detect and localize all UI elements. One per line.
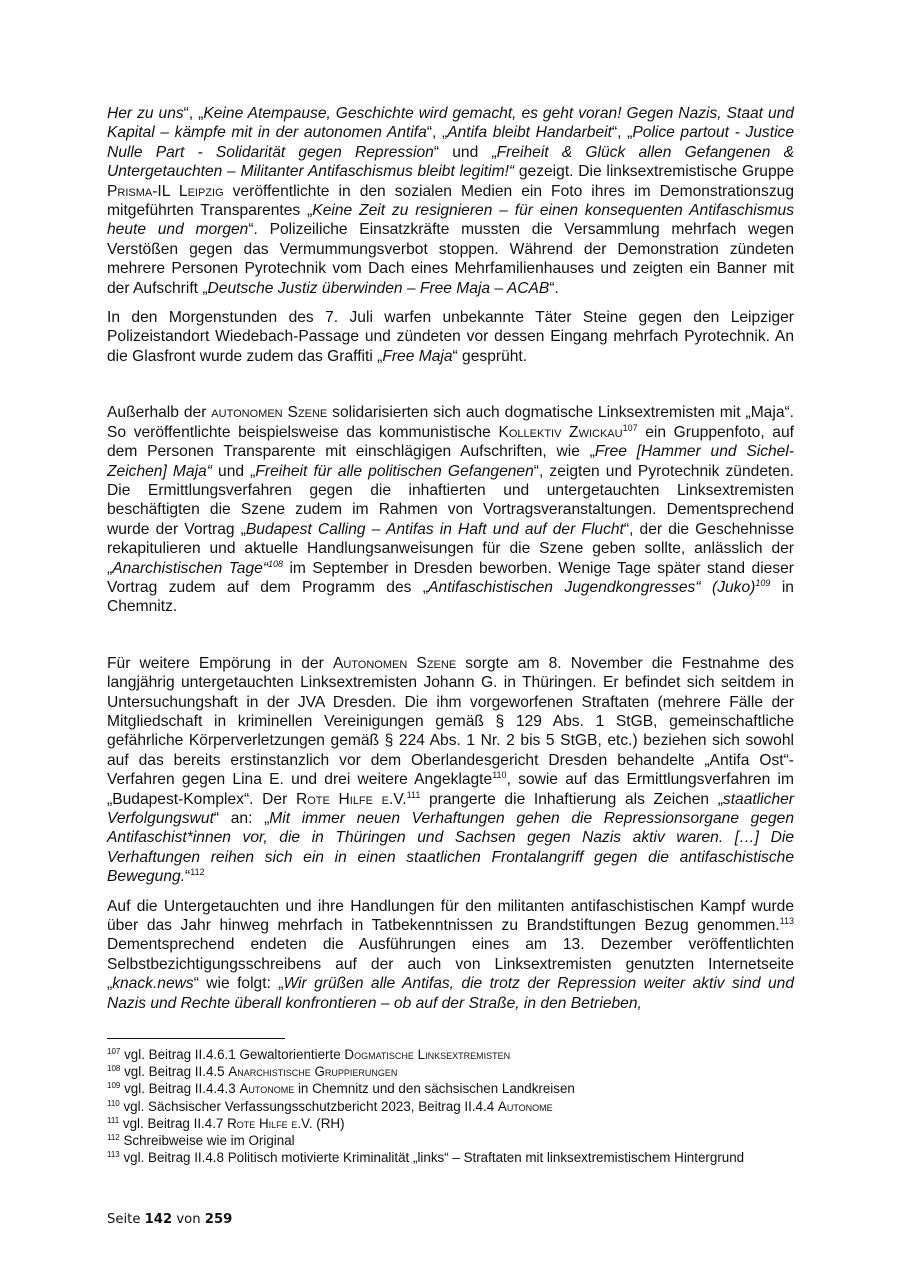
text-run: (RH) bbox=[312, 1115, 345, 1131]
footnote-ref: 108 bbox=[107, 1064, 121, 1074]
text-run: “ wie folgt: „ bbox=[193, 975, 284, 993]
text-run: Für weitere Empörung in der bbox=[107, 654, 333, 672]
text-run: und „ bbox=[211, 462, 256, 480]
footnote-113 bbox=[107, 1149, 794, 1166]
text-run: prangerte die Inhaftierung als Zeichen „ bbox=[420, 790, 723, 808]
italic-run: Freiheit & Glück allen Gefangenen & Untergetauchten – Militanter Antifaschismus bleibt legitim!“ bbox=[107, 143, 794, 181]
italic-run: Her zu uns bbox=[107, 105, 184, 122]
text-run: “. bbox=[549, 279, 559, 297]
text-run: gezeigt. Die linksextremistische Gruppe bbox=[514, 163, 794, 181]
text-run: veröffentlichte in den sozialen Medien ein Foto ihres im Demonstrationszug mitgeführten Transparentes „ bbox=[107, 182, 794, 220]
footnote-ref: 108 bbox=[268, 558, 284, 569]
italic-run: Freiheit für alle politischen Gefangenen bbox=[255, 462, 534, 480]
text-run: In den Morgenstunden des 7. Juli warfen unbekannte Täter Steine gegen den Leipziger Polizeistandort Wiedebach-Passage und zündeten vor dessen Eingang mehrfach Pyrotechnik. An die Glasfront wurde zudem das Graffiti „ bbox=[107, 309, 794, 365]
small-caps-run: Autonomen Szene bbox=[332, 654, 457, 672]
paragraph-dogmatic-solidarity bbox=[107, 403, 794, 616]
paragraph-demonstration bbox=[107, 104, 794, 298]
footnote-107 bbox=[107, 1046, 794, 1063]
footnote-ref: 113 bbox=[779, 916, 794, 927]
small-caps-run: Autonome bbox=[497, 1098, 553, 1114]
small-caps-run: Rote Hilfe e.V. bbox=[295, 790, 407, 808]
footnote-ref: 111 bbox=[107, 1115, 120, 1125]
text-run: “ gesprüht. bbox=[452, 347, 528, 365]
small-caps-run: Anarchistische Gruppierungen bbox=[228, 1064, 398, 1080]
small-caps-run: Rote Hilfe e.V. bbox=[227, 1115, 313, 1131]
text-run: Außerhalb der bbox=[107, 404, 212, 422]
small-caps-run: Autonome bbox=[239, 1081, 295, 1097]
paragraph-police-station bbox=[107, 308, 794, 366]
text-run: vgl. Beitrag II.4.7 bbox=[119, 1115, 228, 1131]
text-run: “. Polizeiliche Einsatzkräfte mussten die Versammlung mehrfach wegen Verstößen gegen das Vermummungsverbot stoppen. Während der Demonstration zündeten mehrere Personen Pyrotechnik vom Dach eines Mehrfamilienhauses und zeigten ein Banner mit der Aufschrift „ bbox=[107, 221, 795, 297]
footnote-108 bbox=[107, 1063, 794, 1080]
footnote-ref: 110 bbox=[107, 1098, 120, 1108]
footnote-ref: 110 bbox=[492, 770, 507, 781]
small-caps-run: Kollektiv Zwickau bbox=[498, 423, 623, 441]
italic-run: Budapest Calling – Antifas in Haft und auf der Flucht bbox=[245, 520, 624, 538]
footnote-ref: 109 bbox=[755, 577, 771, 588]
footnote-109 bbox=[107, 1080, 794, 1097]
text-run: in Chemnitz. bbox=[107, 578, 794, 616]
text-run: “, „ bbox=[426, 124, 448, 142]
text-run: solidarisierten sich auch dogmatische Linksextremisten mit „Maja“. So veröffentlichte beispielsweise das kommunistische bbox=[107, 404, 795, 441]
italic-run: Keine Atempause, Geschichte wird gemacht, es geht voran! Gegen Nazis, Staat und Kapital – kämpfe mit in der autonomen Antifa bbox=[107, 105, 794, 142]
italic-run: Police partout - Justice Nulle Part - Solidarität gegen Repression bbox=[107, 124, 794, 161]
italic-run: Antifa bleibt Handarbeit bbox=[447, 124, 612, 142]
italic-run: staatlicher Verfolgungswut bbox=[107, 790, 794, 827]
footnote-ref: 112 bbox=[190, 867, 205, 878]
text-run: ein Gruppenfoto, auf dem Personen Transparente mit einschlägigen Aufschriften, wie „ bbox=[107, 423, 794, 461]
page-number-footer bbox=[107, 1212, 232, 1227]
footer-middle: von bbox=[172, 1212, 205, 1227]
text-run: “, „ bbox=[611, 124, 633, 142]
text-run: “, zeigten und Pyrotechnik zündeten. Die Ermittlungsverfahren gegen die inhaftierten und untergetauchten Linksextremisten beschäftigten die Szene zudem im Rahmen von Vortragsveranstaltungen. Dementsprechend wurde der Vortrag „ bbox=[107, 462, 795, 538]
document-body bbox=[107, 104, 794, 1013]
paragraph-arrest-johann-g bbox=[107, 654, 794, 887]
italic-run: knack.news bbox=[112, 975, 194, 993]
text-run: “ bbox=[185, 868, 191, 886]
text-run: sorgte am 8. November die Festnahme des langjährig untergetauchten Linksextremisten Johann G. in Thüringen. Er befindet sich seitdem in Untersuchungshaft in der JVA Dresden. Die ihm vorgeworfenen Straftaten (mehrere Fälle der Mitgliedschaft in kriminellen Vereinigungen gemäß § 129 Abs. 1 StGB, gemeinschaftliche gefährliche Körperverletzungen gemäß § 224 Abs. 1 Nr. 2 bis 5 StGB, etc.) beziehen sich sowohl auf das bereits erstinstanzlich vor dem Oberlandesgericht Dresden behandelte „Antifa Ost“-Verfahren gegen Lina E. und drei weitere Angeklagte bbox=[107, 654, 794, 789]
footnote-ref: 112 bbox=[107, 1133, 120, 1143]
small-caps-run: Dogmatische Linksextremisten bbox=[344, 1047, 511, 1062]
total-page-count: 259 bbox=[204, 1212, 233, 1227]
footnote-110 bbox=[107, 1098, 794, 1115]
text-run: , sowie auf das Ermittlungsverfahren im „Budapest-Komplex“. Der bbox=[107, 771, 795, 808]
current-page-number: 142 bbox=[144, 1212, 173, 1227]
text-run: “ und „ bbox=[433, 143, 497, 161]
italic-run: Deutsche Justiz überwinden – Free Maja – ACAB bbox=[207, 279, 550, 297]
text-run: im September in Dresden beworben. Wenige Tage später stand dieser Vortrag zudem auf dem Programm des „ bbox=[107, 559, 794, 596]
italic-run: Keine Zeit zu resignieren – für einen konsequenten Antifaschismus heute und morgen bbox=[107, 202, 794, 239]
footnote-ref: 109 bbox=[107, 1081, 121, 1091]
text-run: Dementsprechend endeten die Ausführungen eines am 13. Dezember veröffentlichten Selbstbezichtigungsschreibens auf der auch von Linksextremisten genutzten Internetseite „ bbox=[107, 936, 794, 993]
text-run: vgl. Beitrag II.4.8 Politisch motivierte Kriminalität „links“ – Straftaten mit linksextremistischem Hintergrund bbox=[119, 1150, 745, 1166]
footnote-ref: 113 bbox=[107, 1150, 120, 1160]
italic-run: Mit immer neuen Verhaftungen gehen die Repressionsorgane gegen Antifaschist*innen vor, die in Thüringen und Sachsen gegen Nazis aktiv waren. […] Die Verhaftungen reihen sich ein in einen staatlichen Frontalangriff gegen die antifaschistische Bewegung. bbox=[107, 810, 794, 886]
footnote-ref: 107 bbox=[107, 1047, 121, 1056]
text-run: vgl. Sächsischer Verfassungsschutzbericht 2023, Beitrag II.4.4 bbox=[119, 1098, 498, 1114]
text-run: vgl. Beitrag II.4.5 bbox=[120, 1064, 229, 1080]
italic-run: Free Maja bbox=[382, 347, 453, 365]
footnote-separator bbox=[107, 1038, 285, 1039]
footer-prefix: Seite bbox=[107, 1212, 145, 1227]
text-run: vgl. Beitrag II.4.6.1 Gewaltorientierte bbox=[120, 1047, 345, 1062]
footnote-111 bbox=[107, 1115, 794, 1132]
paragraph-arson-claims bbox=[107, 897, 794, 1013]
small-caps-run: Prisma-IL Leipzig bbox=[107, 182, 224, 200]
text-run: vgl. Beitrag II.4.4.3 bbox=[120, 1081, 240, 1097]
footnotes bbox=[107, 1046, 794, 1166]
text-run: Schreibweise wie im Original bbox=[119, 1133, 295, 1149]
text-run: “, „ bbox=[183, 105, 204, 122]
small-caps-run: autonomen Szene bbox=[211, 404, 328, 422]
text-run: “, der die Geschehnisse rekapitulieren und aktuelle Handlungsanweisungen für die Szene geben sollte, anlässlich der „ bbox=[107, 520, 794, 577]
footnote-112 bbox=[107, 1132, 794, 1149]
italic-run: Wir grüßen alle Antifas, die trotz der Repression weiter aktiv sind und Nazis und Rechte überall konfrontieren – ob auf der Straße, in den Betrieben, bbox=[107, 975, 794, 1012]
italic-run: Free [Hammer und Sichel-Zeichen] Maja“ bbox=[107, 443, 794, 480]
text-run: in Chemnitz und den sächsischen Landkreisen bbox=[294, 1081, 575, 1097]
italic-run: Anarchistischen Tage“ bbox=[112, 559, 269, 577]
text-run: Auf die Untergetauchten und ihre Handlungen für den militanten antifaschistischen Kampf wurde über das Jahr hinweg mehrfach in Tatbekenntnissen zu Brandstiftungen Bezug genommen. bbox=[107, 897, 794, 935]
footnote-ref: 111 bbox=[406, 789, 421, 800]
text-run: “ an: „ bbox=[213, 810, 270, 827]
italic-run: Antifaschistischen Jugendkongresses“ (Juko) bbox=[428, 578, 756, 596]
footnote-ref: 107 bbox=[622, 422, 638, 433]
